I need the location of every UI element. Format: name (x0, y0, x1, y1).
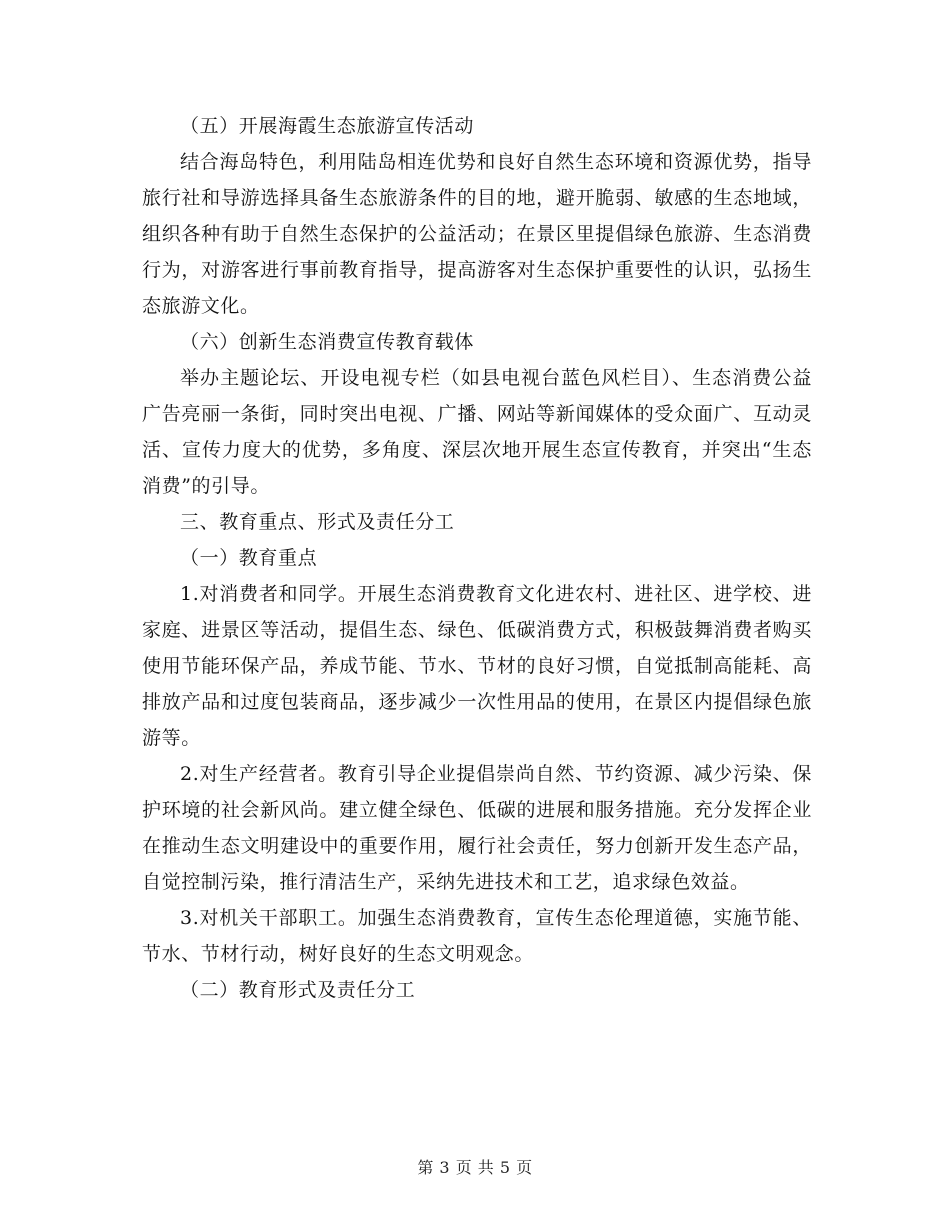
chapter-heading-3: 三、教育重点、形式及责任分工 (180, 511, 455, 533)
paragraph-eco-tourism: 结合海岛特色，利用陆岛相连优势和良好自然生态环境和资源优势，指导旅行社和导游选择具备生态旅游条件的目的地，避开脆弱、敏感的生态地域，组织各种有助于自然生态保护的公益活动；在景区里提倡绿色旅游、生态消费行为，对游客进行事前教育指导，提高游客对生态保护重要性的认识，弘扬生态旅游文化。 (142, 151, 812, 317)
section-heading-6: （六）创新生态消费宣传教育载体 (180, 331, 475, 353)
paragraph-officials: 3.对机关干部职工。加强生态消费教育，宣传生态伦理道德，实施节能、节水、节材行动，树好良好的生态文明观念。 (142, 907, 812, 965)
page-number-footer: 第 3 页 共 5 页 (417, 1158, 533, 1177)
document-body (142, 108, 812, 1008)
section-heading-5: （五）开展海霞生态旅游宣传活动 (180, 115, 475, 137)
subsection-heading-1: （一）教育重点 (180, 547, 318, 569)
paragraph-producers: 2.对生产经营者。教育引导企业提倡崇尚自然、节约资源、减少污染、保护环境的社会新风尚。建立健全绿色、低碳的进展和服务措施。充分发挥企业在推动生态文明建设中的重要作用，履行社会责任，努力创新开发生态产品，自觉控制污染，推行清洁生产，采纳先进技术和工艺，追求绿色效益。 (142, 763, 812, 893)
paragraph-media-carrier: 举办主题论坛、开设电视专栏（如县电视台蓝色风栏目）、生态消费公益广告亮丽一条街，同时突出电视、广播、网站等新闻媒体的受众面广、互动灵活、宣传力度大的优势，多角度、深层次地开展生态宣传教育，并突出“生态消费”的引导。 (142, 367, 812, 497)
subsection-heading-2: （二）教育形式及责任分工 (180, 979, 416, 1001)
paragraph-consumers: 1.对消费者和同学。开展生态消费教育文化进农村、进社区、进学校、进家庭、进景区等活动，提倡生态、绿色、低碳消费方式，积极鼓舞消费者购买使用节能环保产品，养成节能、节水、节材的良好习惯，自觉抵制高能耗、高排放产品和过度包装商品，逐步减少一次性用品的使用，在景区内提倡绿色旅游等。 (142, 583, 812, 749)
